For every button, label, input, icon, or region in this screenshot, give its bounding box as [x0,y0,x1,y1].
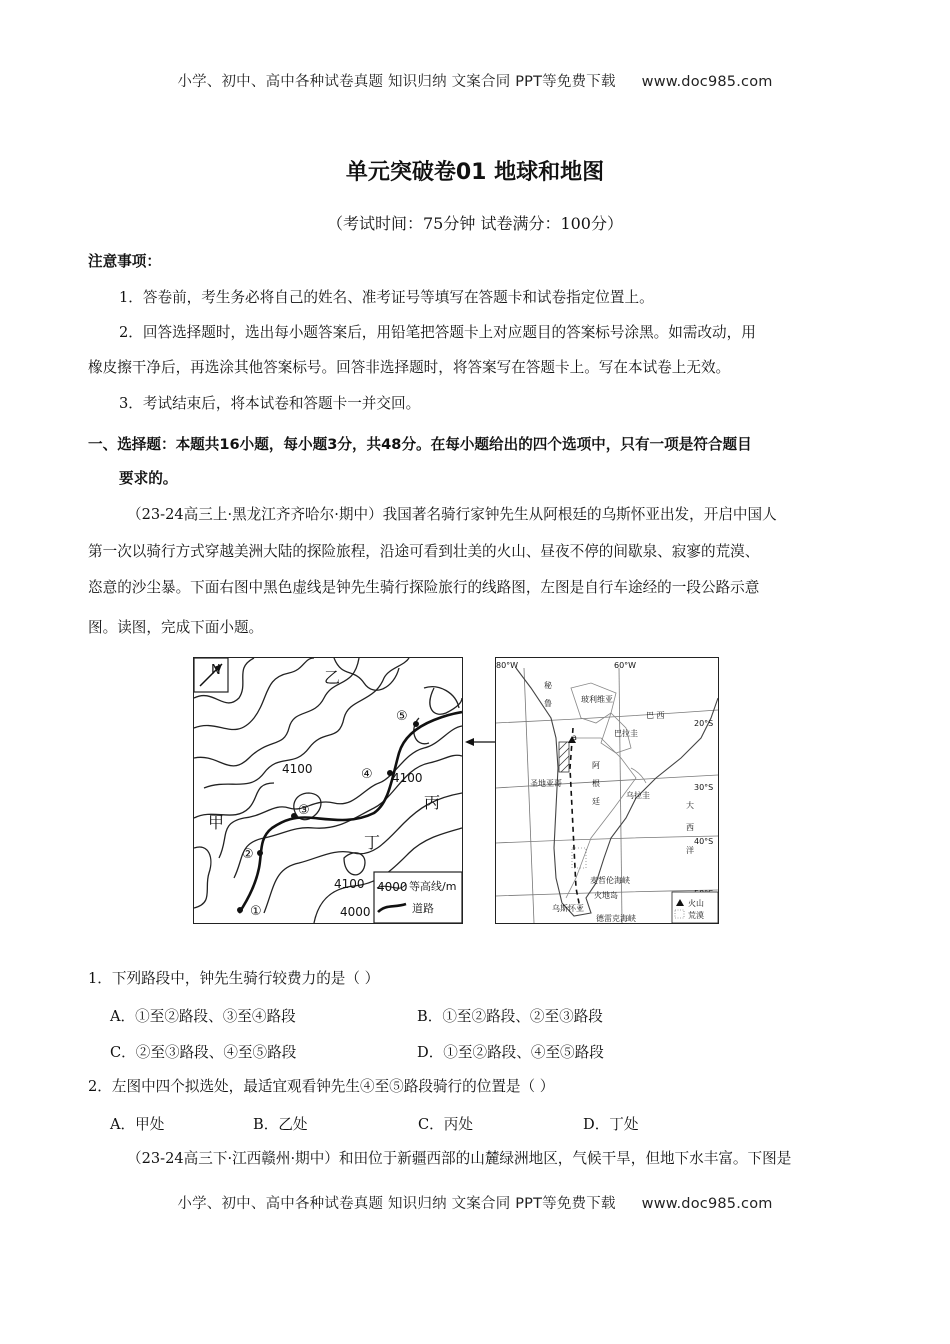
contour-label: 4100 [282,762,313,776]
country-label: 巴 西 [646,711,665,720]
option-c: C．②至③路段、④至⑤路段 [110,1044,297,1061]
legend-road: 道路 [412,902,434,915]
notice-heading: 注意事项： [88,253,161,270]
country-label: 乌拉圭 [626,791,650,800]
question-stem: 1．下列路段中，钟先生骑行较费力的是（ ） [88,970,380,987]
section-heading: 要求的。 [119,470,178,487]
option-c: C．丙处 [418,1116,473,1133]
notice-item: 1．答卷前，考生务必将自己的姓名、准考证号等填写在答题卡和试卷指定位置上。 [119,289,654,306]
place-label: 火地岛 [594,891,618,900]
north-label: N [211,663,221,678]
question-stem: 2．左图中四个拟选处，最适宜观看钟先生④至⑤路段骑行的位置是（ ） [88,1078,555,1095]
country-label: 廷 [592,797,600,806]
page-title: 单元突破卷01 地球和地图 [345,160,605,185]
option-b: B．乙处 [253,1116,308,1133]
contour-label: 4000 [340,905,371,919]
notice-item: 2．回答选择题时，选出每小题答案后，用铅笔把答题卡上对应题目的答案标号涂黑。如需改动，用 [119,324,756,341]
lon-label: 80°W [496,661,519,670]
point-3-label: ③ [298,803,310,818]
passage-line: （23-24高三下·江西赣州·期中）和田位于新疆西部的山麓绿洲地区，气候干旱，但地下水丰富。下图是 [127,1150,792,1167]
passage-line: 图。读图，完成下面小题。 [88,619,264,636]
place-label: 麦哲伦海峡 [590,876,630,885]
south-america-map [495,657,719,924]
place-label: 乌斯怀亚 [552,904,584,913]
exam-info: （考试时间：75分钟 试卷满分：100分） [327,214,623,233]
ocean-label: 西 [686,823,694,832]
ocean-label: 大 [686,801,694,810]
ocean-label: 洋 [686,846,694,855]
legend-contour-value: 4000 [377,880,408,894]
point-2-label: ② [242,847,254,862]
header-site[interactable]: www.doc985.com [641,74,773,90]
lat-label: 20°S [694,719,714,728]
country-label: 秘 [544,681,552,690]
legend-volcano: 火山 [688,899,704,908]
option-a: A．甲处 [110,1116,165,1133]
passage-line: 第一次以骑行方式穿越美洲大陆的探险旅程，沿途可看到壮美的火山、昼夜不停的间歇泉、寂寥的荒漠、 [88,543,760,560]
point-label: a [572,733,577,742]
contour-map [193,657,463,924]
place-bing: 丙 [424,793,441,812]
passage-line: （23-24高三上·黑龙江齐齐哈尔·期中）我国著名骑行家钟先生从阿根廷的乌斯怀亚出发，开启中国人 [127,506,777,523]
country-label: 玻利维亚 [581,695,613,704]
place-label: 德雷克海峡 [596,914,636,923]
place-yi: 乙 [324,668,341,687]
option-d: D．①至②路段、④至⑤路段 [417,1044,604,1061]
notice-item: 橡皮擦干净后，再选涂其他答案标号。回答非选择题时，将答案写在答题卡上。写在本试卷上无效。 [88,359,731,376]
place-ding: 丁 [364,833,381,852]
country-label: 巴拉圭 [614,729,638,738]
legend-desert: 荒漠 [688,911,704,920]
option-a: A．①至②路段、③至④路段 [110,1008,296,1025]
legend-contour: 等高线/m [409,880,457,893]
option-b: B．①至②路段、②至③路段 [417,1008,603,1025]
lat-label: 30°S [694,783,714,792]
footer-site[interactable]: www.doc985.com [641,1196,773,1212]
page-footer [0,1192,950,1213]
place-jia: 甲 [208,813,225,832]
point-4-label: ④ [361,767,373,782]
point-1-label: ① [250,904,262,919]
header-text: 小学、初中、高中各种试卷真题 知识归纳 文案合同 PPT等免费下载 [177,74,616,90]
lon-label: 60°W [614,661,637,670]
city-label: 圣地亚哥 [530,779,562,788]
country-label: 阿 [592,761,600,770]
contour-label: 4100 [392,771,423,785]
route-line [570,728,580,908]
option-d: D．丁处 [583,1116,639,1133]
contour-label: 4100 [334,877,365,891]
section-heading: 一、选择题：本题共16小题，每小题3分，共48分。在每小题给出的四个选项中，只有一项是符合题目 [88,436,752,453]
passage-line: 恣意的沙尘暴。下面右图中黑色虚线是钟先生骑行探险旅行的线路图，左图是自行车途经的一段公路示意 [88,579,760,596]
country-label: 根 [592,779,600,788]
lat-label: 40°S [694,837,714,846]
page-header [0,70,950,91]
footer-text: 小学、初中、高中各种试卷真题 知识归纳 文案合同 PPT等免费下载 [177,1196,616,1212]
notice-item: 3．考试结束后，将本试卷和答题卡一并交回。 [119,395,421,412]
point-5-label: ⑤ [396,709,408,724]
country-label: 鲁 [544,699,552,708]
